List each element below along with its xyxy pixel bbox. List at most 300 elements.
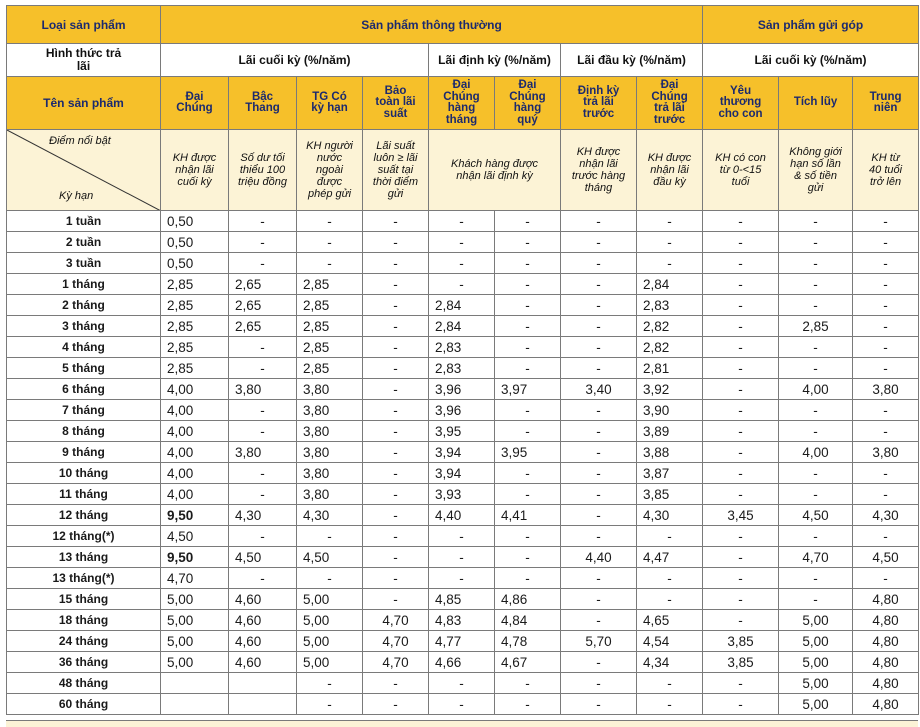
rate-cell: 3,40 (561, 379, 637, 400)
header-row-features (7, 130, 919, 211)
rate-cell: 4,80 (853, 589, 919, 610)
rate-cell: - (853, 232, 919, 253)
rate-cell: - (495, 253, 561, 274)
rate-cell: 4,80 (853, 631, 919, 652)
rate-cell: 4,41 (495, 505, 561, 526)
rate-cell: - (229, 421, 297, 442)
rate-cell: - (703, 673, 779, 694)
rate-cell: - (637, 589, 703, 610)
rate-cell: 5,00 (161, 631, 229, 652)
product-dai-chung-hang-thang: Đại Chúng hàng tháng (429, 77, 495, 130)
rate-cell: 4,00 (161, 484, 229, 505)
rate-cell: - (229, 484, 297, 505)
product-tg-co-ky-han: TG Có kỳ hạn (297, 77, 363, 130)
term-cell: 12 tháng(*) (7, 526, 161, 547)
rate-cell: 4,50 (779, 505, 853, 526)
product-name-label: Tên sản phẩm (7, 77, 161, 130)
table-row (7, 316, 919, 337)
rate-cell: 4,67 (495, 652, 561, 673)
rate-cell: - (853, 274, 919, 295)
table-row (7, 652, 919, 673)
rate-cell: 2,85 (161, 274, 229, 295)
rate-cell: 4,34 (637, 652, 703, 673)
rate-cell: - (495, 274, 561, 295)
rate-cell: 3,80 (297, 442, 363, 463)
rate-cell: - (495, 337, 561, 358)
term-cell: 3 tháng (7, 316, 161, 337)
term-cell: 7 tháng (7, 400, 161, 421)
rate-cell: - (561, 505, 637, 526)
rate-cell: - (779, 358, 853, 379)
rate-cell: - (561, 589, 637, 610)
table-row (7, 337, 919, 358)
header-row-payment-method (7, 44, 919, 77)
rate-cell: - (703, 337, 779, 358)
rate-cell: - (561, 463, 637, 484)
rate-cell: 4,78 (495, 631, 561, 652)
rate-cell: - (779, 400, 853, 421)
rate-cell: 4,84 (495, 610, 561, 631)
rate-cell: - (779, 337, 853, 358)
rate-cell: 2,82 (637, 316, 703, 337)
rate-cell: - (703, 274, 779, 295)
rate-cell: 5,00 (161, 610, 229, 631)
table-row (7, 274, 919, 295)
rate-cell: 2,85 (297, 295, 363, 316)
rate-cell: - (779, 274, 853, 295)
rate-cell: 4,50 (853, 547, 919, 568)
rate-cell: - (703, 442, 779, 463)
regular-products-label: Sản phẩm thông thường (161, 6, 703, 44)
rate-cell: - (779, 295, 853, 316)
rate-cell: - (853, 358, 919, 379)
rate-cell: 4,30 (853, 505, 919, 526)
rate-cell: - (495, 358, 561, 379)
rate-cell: - (363, 442, 429, 463)
header-row-product-type (7, 6, 919, 44)
rate-cell: 3,80 (297, 421, 363, 442)
rate-cell: - (429, 253, 495, 274)
rate-cell: 9,50 (161, 505, 229, 526)
rate-cell: - (779, 253, 853, 274)
term-cell: 9 tháng (7, 442, 161, 463)
rate-cell: - (561, 274, 637, 295)
rate-cell: - (853, 463, 919, 484)
rate-cell: - (363, 589, 429, 610)
rate-cell: 4,40 (429, 505, 495, 526)
term-cell: 48 tháng (7, 673, 161, 694)
rate-cell: - (853, 400, 919, 421)
rate-cell: 4,70 (363, 652, 429, 673)
rate-cell: - (297, 211, 363, 232)
rate-cell: - (229, 232, 297, 253)
term-cell: 18 tháng (7, 610, 161, 631)
rate-cell: - (703, 484, 779, 505)
rate-cell: - (229, 211, 297, 232)
product-bao-toan-lai-suat: Bảo toàn lãi suất (363, 77, 429, 130)
rate-cell: 3,93 (429, 484, 495, 505)
table-row (7, 295, 919, 316)
rate-cell: 4,80 (853, 652, 919, 673)
table-row (7, 547, 919, 568)
rate-cell: 3,88 (637, 442, 703, 463)
product-trung-nien: Trung niên (853, 77, 919, 130)
rate-cell: - (779, 421, 853, 442)
rate-cell: 3,45 (703, 505, 779, 526)
rate-cell: 2,85 (161, 337, 229, 358)
rate-cell: - (703, 211, 779, 232)
rate-cell: - (429, 211, 495, 232)
rate-cell: - (495, 673, 561, 694)
rate-cell: - (363, 358, 429, 379)
rate-cell: - (429, 526, 495, 547)
rate-cell: - (297, 232, 363, 253)
rate-cell: - (853, 316, 919, 337)
rate-cell: - (229, 463, 297, 484)
rate-cell: - (363, 547, 429, 568)
rate-cell (229, 694, 297, 715)
term-cell: 13 tháng(*) (7, 568, 161, 589)
rate-cell (161, 673, 229, 694)
rate-cell: - (703, 232, 779, 253)
rate-cell: 2,81 (637, 358, 703, 379)
rate-cell: - (561, 568, 637, 589)
rate-cell: 2,85 (161, 316, 229, 337)
rate-cell: - (703, 694, 779, 715)
rate-cell: 4,00 (161, 421, 229, 442)
rate-cell: - (561, 442, 637, 463)
rate-cell: 4,00 (779, 442, 853, 463)
rate-cell: 4,60 (229, 631, 297, 652)
feature-tg-co-ky-han: KH người nước ngoài được phép gửi (297, 130, 363, 211)
rate-cell: - (779, 568, 853, 589)
rate-cell: 2,84 (637, 274, 703, 295)
table-row (7, 463, 919, 484)
table-row (7, 694, 919, 715)
header-row-product-names (7, 77, 919, 130)
rate-cell: 2,85 (779, 316, 853, 337)
rate-cell: 4,00 (161, 442, 229, 463)
periodic-label: Lãi định kỳ (%/năm) (429, 44, 561, 77)
term-cell: 6 tháng (7, 379, 161, 400)
rate-cell: - (637, 211, 703, 232)
rate-cell: 4,80 (853, 610, 919, 631)
rate-cell: 5,00 (161, 589, 229, 610)
term-cell: 4 tháng (7, 337, 161, 358)
rate-cell: 4,80 (853, 694, 919, 715)
product-type-label: Loại sản phẩm (7, 6, 161, 44)
rate-cell: 4,80 (853, 673, 919, 694)
rate-cell: 4,00 (779, 379, 853, 400)
rate-cell: - (363, 253, 429, 274)
rate-cell: 4,40 (561, 547, 637, 568)
rate-cell: - (561, 694, 637, 715)
rate-cell: - (561, 295, 637, 316)
product-dai-chung-hang-quy: Đại Chúng hàng quý (495, 77, 561, 130)
rate-cell: - (703, 400, 779, 421)
rate-cell: - (363, 337, 429, 358)
rate-cell: 3,80 (297, 400, 363, 421)
rate-cell: 5,00 (779, 694, 853, 715)
rate-cell: - (429, 547, 495, 568)
rate-cell: 5,00 (297, 610, 363, 631)
rate-cell: - (561, 400, 637, 421)
product-yeu-thuong-cho-con: Yêu thương cho con (703, 77, 779, 130)
rate-cell: - (637, 694, 703, 715)
feature-dai-chung: KH được nhận lãi cuối kỳ (161, 130, 229, 211)
rate-cell: - (779, 589, 853, 610)
rate-cell: 5,00 (779, 652, 853, 673)
rate-cell: - (637, 673, 703, 694)
rate-cell: - (637, 253, 703, 274)
rate-cell: - (779, 211, 853, 232)
rate-cell: 0,50 (161, 211, 229, 232)
term-cell: 60 tháng (7, 694, 161, 715)
product-bac-thang: Bậc Thang (229, 77, 297, 130)
rate-cell: 2,83 (429, 337, 495, 358)
rate-cell: - (561, 484, 637, 505)
rate-cell: - (703, 379, 779, 400)
term-cell: 24 tháng (7, 631, 161, 652)
rate-cell: 2,85 (161, 358, 229, 379)
rate-cell: - (229, 253, 297, 274)
rate-cell: 3,94 (429, 442, 495, 463)
rate-cell: 4,65 (637, 610, 703, 631)
rate-cell: - (363, 568, 429, 589)
term-cell: 2 tháng (7, 295, 161, 316)
term-cell: 13 tháng (7, 547, 161, 568)
rate-cell: - (429, 232, 495, 253)
rate-cell: - (363, 295, 429, 316)
rate-cell: 5,00 (161, 652, 229, 673)
table-row (7, 421, 919, 442)
rate-cell: 3,80 (297, 463, 363, 484)
rate-cell: - (363, 316, 429, 337)
table-row (7, 442, 919, 463)
rate-cell: 4,60 (229, 652, 297, 673)
table-row (7, 568, 919, 589)
rate-cell: - (853, 295, 919, 316)
rate-cell: 0,50 (161, 253, 229, 274)
rate-cell: - (703, 610, 779, 631)
rate-cell: 2,65 (229, 295, 297, 316)
rate-cell: - (853, 211, 919, 232)
rate-cell: - (561, 610, 637, 631)
term-cell: 11 tháng (7, 484, 161, 505)
rate-cell: - (429, 274, 495, 295)
rate-cell: - (495, 568, 561, 589)
rate-cell: 3,85 (637, 484, 703, 505)
rate-cell: 3,90 (637, 400, 703, 421)
rate-cell: - (495, 421, 561, 442)
rate-cell: - (779, 232, 853, 253)
rate-cell: 4,60 (229, 589, 297, 610)
rate-cell (161, 694, 229, 715)
rate-cell: 9,50 (161, 547, 229, 568)
rate-cell: 4,50 (229, 547, 297, 568)
term-cell: 5 tháng (7, 358, 161, 379)
rate-cell: 2,85 (297, 337, 363, 358)
term-cell: 15 tháng (7, 589, 161, 610)
rate-cell: - (495, 526, 561, 547)
rate-cell: - (229, 337, 297, 358)
rate-cell: 4,50 (297, 547, 363, 568)
rate-cell: - (703, 316, 779, 337)
rate-cell: 2,82 (637, 337, 703, 358)
rate-cell: 3,80 (853, 379, 919, 400)
rate-cell: - (561, 253, 637, 274)
feature-bao-toan: Lãi suất luôn ≥ lãi suất tại thời điểm gửi (363, 130, 429, 211)
rate-cell: - (703, 463, 779, 484)
rate-cell: - (363, 421, 429, 442)
table-row (7, 589, 919, 610)
rate-cell: 3,80 (229, 379, 297, 400)
term-label: Kỳ hạn (59, 190, 94, 202)
rate-cell: - (853, 337, 919, 358)
table-row (7, 232, 919, 253)
rate-cell: 3,95 (429, 421, 495, 442)
feature-tich-luy: Không giới hạn số lần & số tiền gửi (779, 130, 853, 211)
rate-cell: - (429, 673, 495, 694)
rate-cell: - (363, 505, 429, 526)
rate-cell: 4,00 (161, 379, 229, 400)
rate-cell: 5,00 (297, 631, 363, 652)
rate-cell: - (363, 484, 429, 505)
rate-cell: 5,00 (297, 589, 363, 610)
rate-cell: 4,77 (429, 631, 495, 652)
end-of-term-label: Lãi cuối kỳ (%/năm) (161, 44, 429, 77)
rate-cell: 2,83 (429, 358, 495, 379)
product-dai-chung-tra-lai-truoc: Đại Chúng trả lãi trước (637, 77, 703, 130)
rate-cell: 2,65 (229, 274, 297, 295)
rate-cell: - (561, 673, 637, 694)
rate-cell: - (363, 673, 429, 694)
rate-cell: 3,85 (703, 631, 779, 652)
term-cell: 12 tháng (7, 505, 161, 526)
rate-cell: 5,00 (779, 673, 853, 694)
rate-cell: - (561, 337, 637, 358)
rate-cell: 4,70 (363, 631, 429, 652)
rate-cell: - (363, 694, 429, 715)
rate-cell: 4,47 (637, 547, 703, 568)
rate-cell: 3,92 (637, 379, 703, 400)
rate-cell: - (429, 568, 495, 589)
table-row (7, 400, 919, 421)
rate-cell: 4,70 (779, 547, 853, 568)
table-row (7, 484, 919, 505)
rate-cell: 4,50 (161, 526, 229, 547)
interest-rate-table (6, 5, 919, 715)
table-row (7, 211, 919, 232)
rate-cell: 4,30 (637, 505, 703, 526)
term-cell: 36 tháng (7, 652, 161, 673)
rate-cell: 5,00 (779, 610, 853, 631)
rate-cell: - (297, 673, 363, 694)
rate-cell: 2,84 (429, 316, 495, 337)
rate-cell: 4,60 (229, 610, 297, 631)
upfront-label: Lãi đầu kỳ (%/năm) (561, 44, 703, 77)
rate-cell: - (561, 652, 637, 673)
product-dai-chung: Đại Chúng (161, 77, 229, 130)
rate-cell: - (229, 400, 297, 421)
rate-cell: - (495, 694, 561, 715)
highlight-term-diagonal-cell (7, 130, 161, 211)
rate-cell: 2,85 (297, 274, 363, 295)
rate-cell: - (495, 463, 561, 484)
rate-cell: 3,85 (703, 652, 779, 673)
rate-cell: 3,80 (229, 442, 297, 463)
table-row (7, 610, 919, 631)
rate-cell: 3,96 (429, 400, 495, 421)
rate-cell: 3,96 (429, 379, 495, 400)
rate-cell: 2,85 (161, 295, 229, 316)
rate-cell: - (229, 526, 297, 547)
rate-cell: 3,80 (297, 379, 363, 400)
rate-cell: 4,85 (429, 589, 495, 610)
rate-cell: - (703, 295, 779, 316)
rate-cell: - (779, 526, 853, 547)
term-cell: 10 tháng (7, 463, 161, 484)
term-cell: 1 tuần (7, 211, 161, 232)
rate-cell: - (561, 421, 637, 442)
rate-cell: - (561, 211, 637, 232)
rate-cell: - (637, 232, 703, 253)
rate-cell: - (363, 400, 429, 421)
rate-cell: 5,00 (297, 652, 363, 673)
table-row (7, 253, 919, 274)
product-tich-luy: Tích lũy (779, 77, 853, 130)
rate-cell: - (363, 463, 429, 484)
rate-cell: - (561, 358, 637, 379)
term-cell: 2 tuần (7, 232, 161, 253)
installment-products-label: Sản phẩm gửi góp (703, 6, 919, 44)
rate-cell: - (853, 253, 919, 274)
rate-cell: - (495, 484, 561, 505)
term-cell: 1 tháng (7, 274, 161, 295)
feature-periodic: Khách hàng được nhận lãi định kỳ (429, 130, 561, 211)
rate-cell: - (363, 211, 429, 232)
feature-dinh-ky-tra-lai-truoc: KH được nhận lãi trước hàng tháng (561, 130, 637, 211)
table-row (7, 526, 919, 547)
highlights-label: Điểm nổi bật (49, 135, 111, 147)
rate-cell: - (363, 379, 429, 400)
payment-method-label: Hình thức trả lãi (7, 44, 161, 77)
rate-cell: - (495, 232, 561, 253)
feature-trung-nien: KH từ 40 tuổi trở lên (853, 130, 919, 211)
rate-cell: - (363, 232, 429, 253)
rate-cell: - (495, 547, 561, 568)
rate-cell: - (561, 526, 637, 547)
rate-cell: 2,84 (429, 295, 495, 316)
rate-cell: 2,85 (297, 316, 363, 337)
rate-cell: - (495, 211, 561, 232)
rate-cell: - (637, 568, 703, 589)
table-row (7, 505, 919, 526)
rate-cell: - (703, 547, 779, 568)
rate-cell: 3,95 (495, 442, 561, 463)
installment-end-of-term-label: Lãi cuối kỳ (%/năm) (703, 44, 919, 77)
rate-cell: 4,70 (161, 568, 229, 589)
term-cell: 8 tháng (7, 421, 161, 442)
product-dinh-ky-tra-lai-truoc: Định kỳ trả lãi trước (561, 77, 637, 130)
rate-cell: - (703, 421, 779, 442)
rate-cell: 4,66 (429, 652, 495, 673)
rate-cell: 3,97 (495, 379, 561, 400)
rate-cell: - (297, 568, 363, 589)
rate-cell: 3,80 (853, 442, 919, 463)
rate-cell: 4,30 (297, 505, 363, 526)
table-row (7, 631, 919, 652)
